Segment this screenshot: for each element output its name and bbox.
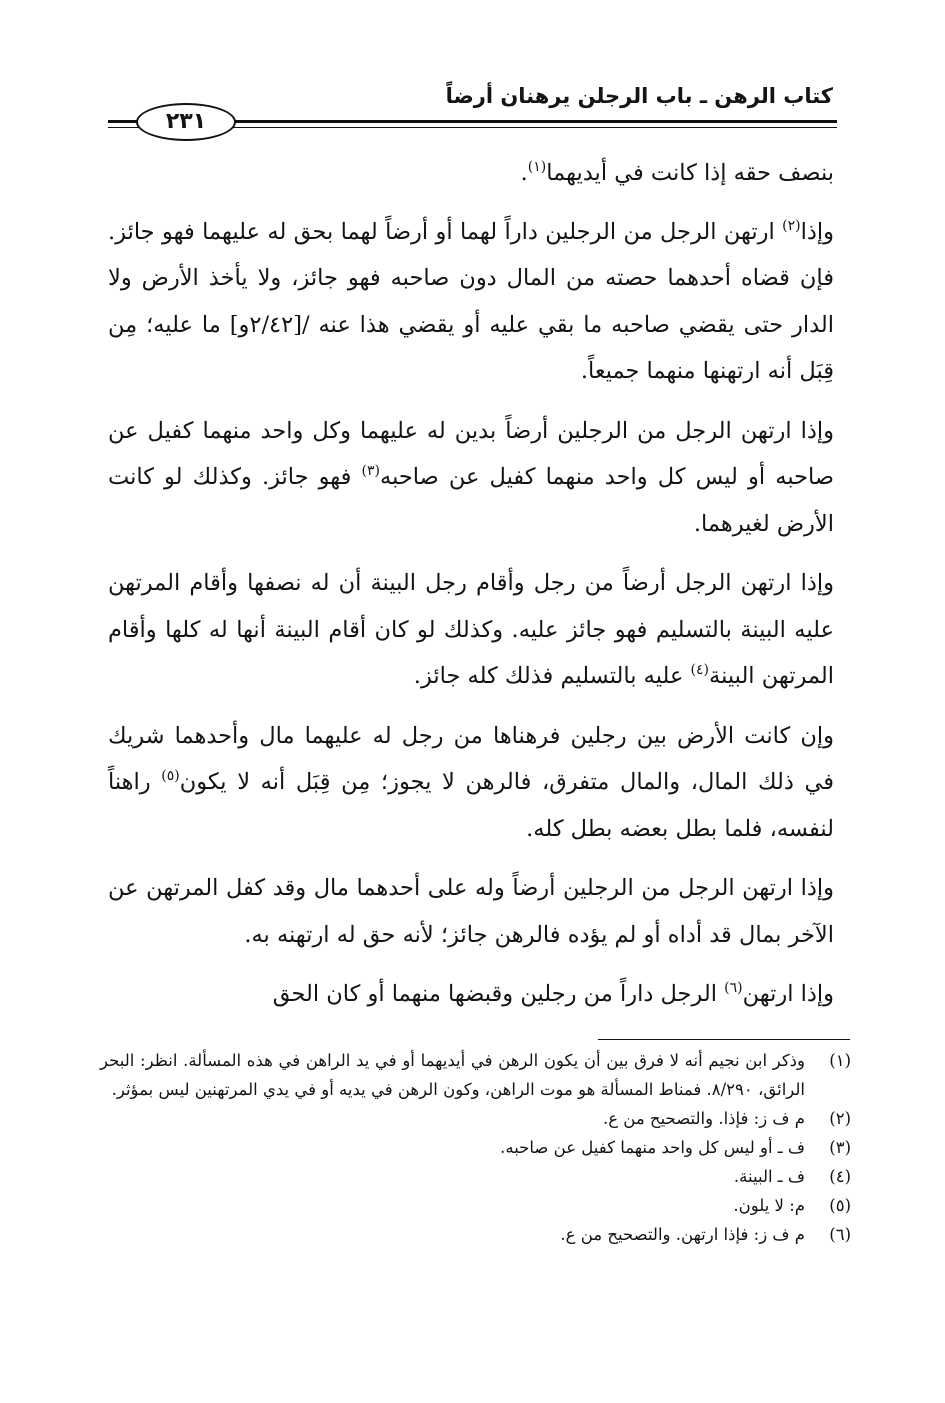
footnote-ref: (٣) bbox=[361, 463, 381, 479]
page-number: ٢٣١ bbox=[136, 103, 236, 141]
running-title: كتاب الرهن ـ باب الرجلن يرهنان أرضاً bbox=[445, 84, 833, 108]
footnote-text: ف ـ البينة. bbox=[733, 1167, 805, 1186]
paragraph bbox=[108, 560, 834, 700]
footnote-ref: (١) bbox=[527, 159, 547, 175]
footnote-ref: (٢) bbox=[782, 217, 801, 234]
text-run: . bbox=[520, 160, 528, 186]
footnote bbox=[100, 1133, 851, 1162]
text-run: عليه بالتسليم فذلك كله جائز. bbox=[413, 663, 691, 689]
footnote bbox=[100, 1191, 851, 1220]
footnote bbox=[100, 1220, 851, 1249]
paragraph bbox=[108, 408, 834, 548]
text-run: راهناً لنفسه، فلما بطل بعضه بطل كله. bbox=[108, 769, 834, 842]
footnote-number: (٤) bbox=[829, 1167, 851, 1186]
footnote-number: (٣) bbox=[829, 1138, 851, 1157]
paragraph bbox=[108, 150, 834, 197]
footnote-separator bbox=[598, 1039, 850, 1040]
footnote-ref: (٤) bbox=[690, 662, 710, 678]
footnote-ref: (٦) bbox=[724, 980, 743, 996]
text-run: وإذا ارتهن الرجل من الرجلين أرضاً وله على أحدهما مال وقد كفل المرتهن عن الآخر بمال قد أداه أو لم يؤده فالرهن جائز؛ لأنه حق له ارتهنه به. bbox=[108, 875, 834, 948]
footnote-text: ف ـ أو ليس كل واحد منهما كفيل عن صاحبه. bbox=[500, 1138, 805, 1157]
footnotes bbox=[100, 1046, 851, 1249]
footnote-number: (٢) bbox=[829, 1109, 851, 1128]
footnote-text: م ف ز: فإذا. والتصحيح من ع. bbox=[602, 1109, 805, 1128]
paragraph bbox=[108, 865, 834, 958]
main-text bbox=[108, 150, 834, 1031]
paragraph bbox=[108, 713, 834, 853]
footnote-text: وذكر ابن نجيم أنه لا فرق بين أن يكون الرهن في أيديهما أو في يد الراهن في هذه المسألة. انظر: البحر الرائق، ٨/٢٩٠. فمناط المسألة هو موت الراهن، وكون الرهن في يديه أو في يدي المرتهنين ليس بمؤثر. bbox=[100, 1051, 805, 1099]
text-run: وإذا ارتهن الرجل أرضاً من رجل وأقام رجل البينة أن له نصفها وأقام المرتهن عليه البينة بالتسليم فهو جائز عليه. وكذلك لو كان أقام البينة أنها له كلها وأقام المرتهن البينة bbox=[108, 570, 834, 689]
text-run: وإذا ارتهن الرجل من الرجلين أرضاً بدين له عليهما وكل واحد منهما كفيل عن صاحبه أو ليس كل واحد منهما كفيل عن صاحبه bbox=[108, 417, 834, 490]
footnote-text: م: لا يلون. bbox=[733, 1196, 805, 1215]
footnote bbox=[100, 1162, 851, 1191]
footnote-number: (١) bbox=[829, 1051, 851, 1070]
text-run: بنصف حقه إذا كانت في أيديهما bbox=[546, 160, 834, 186]
text-run: وإذا ارتهن bbox=[742, 981, 834, 1007]
paragraph bbox=[108, 209, 834, 395]
footnote bbox=[100, 1046, 851, 1104]
text-run: وإن كانت الأرض بين رجلين فرهناها من رجل له عليهما مال وأحدهما شريك في ذلك المال، والمال متفرق، فالرهن لا يجوز؛ مِن قِبَل أنه لا يكون bbox=[108, 722, 834, 795]
footnote-ref: (٥) bbox=[161, 768, 180, 784]
footnote bbox=[100, 1104, 851, 1133]
text-run: ارتهن الرجل من الرجلين داراً لهما أو أرضاً لهما بحق له عليهما فهو جائز. فإن قضاه أحدهما حصته من المال دون صاحبه فهو جائز، ولا يأخذ الأرض ولا الدار حتى يقضي صاحبه ما بقي عليه أو يقضي هذا عنه /[٢/٤٢و] ما عليه؛ مِن قِبَل أنه ارتهنها منهما جميعاً. bbox=[108, 218, 834, 384]
footnote-number: (٥) bbox=[829, 1196, 851, 1215]
text-run: الرجل داراً من رجلين وقبضها منهما أو كان الحق bbox=[272, 981, 725, 1007]
footnote-text: م ف ز: فإذا ارتهن. والتصحيح من ع. bbox=[560, 1225, 805, 1244]
paragraph bbox=[108, 971, 834, 1018]
text-run: وإذا bbox=[800, 218, 834, 245]
footnote-number: (٦) bbox=[829, 1225, 851, 1244]
text-run: فهو جائز. وكذلك لو كانت الأرض لغيرهما. bbox=[108, 464, 834, 537]
